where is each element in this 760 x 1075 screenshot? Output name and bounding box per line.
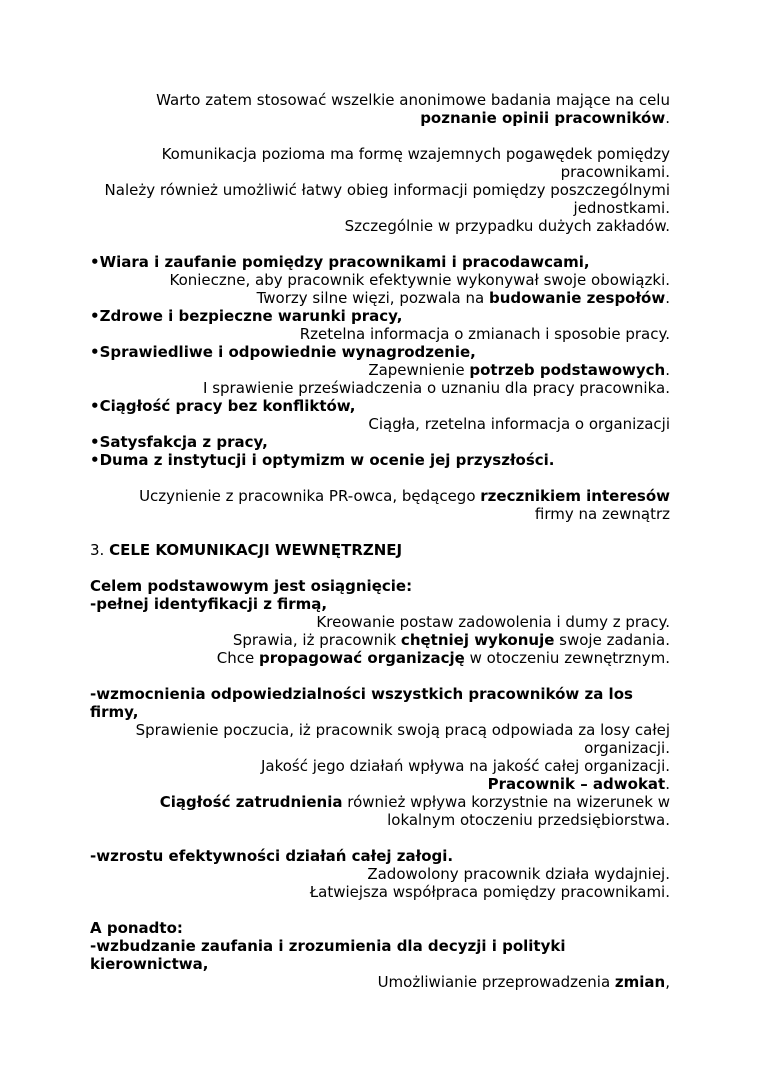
also-heading	[90, 919, 670, 937]
goal-1-line-3	[90, 649, 670, 667]
bold-text: •Duma z instytucji i optymizm w ocenie jej przyszłości.	[90, 451, 555, 469]
bold-text: rzecznikiem interesów	[480, 487, 670, 505]
bold-text: poznanie opinii pracowników	[420, 109, 666, 127]
text: pracownikami.	[560, 163, 670, 181]
bullet-3-line-2	[90, 379, 670, 397]
bold-text: zmian	[614, 973, 666, 991]
bullet-1-line-1	[90, 271, 670, 289]
text: jednostkami.	[573, 199, 670, 217]
horizontal-line-2	[90, 163, 670, 181]
bold-text: •Sprawiedliwe i odpowiednie wynagrodzenie,	[90, 343, 476, 361]
horizontal-line-4	[90, 199, 670, 217]
bullet-4-title	[90, 397, 670, 415]
text: firmy na zewnątrz	[534, 505, 670, 523]
text: Szczególnie w przypadku dużych zakładów.	[344, 217, 670, 235]
bold-text: •Ciągłość pracy bez konfliktów,	[90, 397, 356, 415]
text: .	[665, 361, 670, 379]
bold-text: -wzbudzanie zaufania i zrozumienia dla decyzji i polityki	[90, 937, 566, 955]
text: Jakość jego działań wpływa na jakość całej organizacji.	[260, 757, 670, 775]
bold-text: chętniej wykonuje	[400, 631, 555, 649]
horizontal-line-5	[90, 217, 670, 235]
also-1-title-line-1	[90, 937, 670, 955]
text: Sprawienie poczucia, iż pracownik swoją pracą odpowiada za losy całej	[135, 721, 670, 739]
bold-text: firmy,	[90, 703, 139, 721]
bold-text: -pełnej identyfikacji z firmą,	[90, 595, 328, 613]
also-1-line-1	[90, 973, 670, 991]
goal-2-line-5	[90, 793, 670, 811]
text: organizacji.	[584, 739, 670, 757]
bold-text: potrzeb podstawowych	[469, 361, 666, 379]
goal-1-title	[90, 595, 670, 613]
bullet-1-title	[90, 253, 670, 271]
text: Zapewnienie	[368, 361, 470, 379]
bullet-4-line-1	[90, 415, 670, 433]
text: Konieczne, aby pracownik efektywnie wykonywał swoje obowiązki.	[169, 271, 670, 289]
text: Sprawia, iż pracownik	[232, 631, 401, 649]
bold-text: -wzmocnienia odpowiedzialności wszystkich pracowników za los	[90, 685, 633, 703]
text: Chce	[216, 649, 259, 667]
bullet-2-title	[90, 307, 670, 325]
text: Tworzy silne więzi, pozwala na	[256, 289, 489, 307]
bullet-1-line-2	[90, 289, 670, 307]
document-page	[90, 91, 670, 991]
bullet-5-title	[90, 433, 670, 451]
text: Należy również umożliwić łatwy obieg informacji pomiędzy poszczególnymi	[104, 181, 670, 199]
bold-text: budowanie zespołów	[488, 289, 666, 307]
bold-text: kierownictwa,	[90, 955, 209, 973]
section-title: CELE KOMUNIKACJI WEWNĘTRZNEJ	[109, 541, 403, 559]
text: Zadowolony pracownik działa wydajniej.	[367, 865, 670, 883]
text: ,	[665, 973, 670, 991]
text: swoje zadania.	[554, 631, 670, 649]
goal-2-title-line-2	[90, 703, 670, 721]
goal-1-line-2	[90, 631, 670, 649]
text: .	[665, 289, 670, 307]
goal-2-line-6	[90, 811, 670, 829]
text: Uczynienie z pracownika PR-owca, będącego	[139, 487, 481, 505]
text: w otoczeniu zewnętrznym.	[464, 649, 670, 667]
text: .	[665, 775, 670, 793]
bold-text: Celem podstawowym jest osiągnięcie:	[90, 577, 413, 595]
goals-intro	[90, 577, 670, 595]
goal-1-line-1	[90, 613, 670, 631]
bold-text: Ciągłość zatrudnienia	[159, 793, 343, 811]
text: .	[665, 109, 670, 127]
text: Umożliwianie przeprowadzenia	[377, 973, 615, 991]
text: Łatwiejsza współpraca pomiędzy pracownikami.	[309, 883, 670, 901]
bullet-3-title	[90, 343, 670, 361]
horizontal-line-3	[90, 181, 670, 199]
bullet-6-title	[90, 451, 670, 469]
bullet-2-line-1	[90, 325, 670, 343]
bold-text: -wzrostu efektywności działań całej załogi.	[90, 847, 454, 865]
section-heading	[90, 541, 670, 559]
bold-text: •Zdrowe i bezpieczne warunki pracy,	[90, 307, 403, 325]
text: Warto zatem stosować wszelkie anonimowe badania mające na celu	[156, 91, 670, 109]
goal-3-line-1	[90, 865, 670, 883]
intro-line-1	[90, 91, 670, 109]
goal-2-title-line-1	[90, 685, 670, 703]
goal-2-line-3	[90, 757, 670, 775]
goal-2-line-2	[90, 739, 670, 757]
bold-text: propagować organizację	[258, 649, 465, 667]
text: Rzetelna informacja o zmianach i sposobie pracy.	[299, 325, 670, 343]
text: lokalnym otoczeniu przedsiębiorstwa.	[387, 811, 670, 829]
goal-2-line-1	[90, 721, 670, 739]
bullet-3-line-1	[90, 361, 670, 379]
bold-text: •Wiara i zaufanie pomiędzy pracownikami i pracodawcami,	[90, 253, 590, 271]
text: Kreowanie postaw zadowolenia i dumy z pracy.	[316, 613, 670, 631]
also-1-title-line-2	[90, 955, 670, 973]
goal-3-title	[90, 847, 670, 865]
goal-3-line-2	[90, 883, 670, 901]
pr-line-1	[90, 487, 670, 505]
horizontal-line-1	[90, 145, 670, 163]
bold-text: A ponadto:	[90, 919, 183, 937]
bold-text: Pracownik – adwokat	[487, 775, 666, 793]
text: również wpływa korzystnie na wizerunek w	[342, 793, 670, 811]
text: Ciągła, rzetelna informacja o organizacji	[368, 415, 670, 433]
bold-text: •Satysfakcja z pracy,	[90, 433, 268, 451]
goal-2-line-4	[90, 775, 670, 793]
pr-line-2	[90, 505, 670, 523]
text: I sprawienie przeświadczenia o uznaniu dla pracy pracownika.	[203, 379, 670, 397]
section-number: 3.	[90, 541, 110, 559]
intro-line-2	[90, 109, 670, 127]
text: Komunikacja pozioma ma formę wzajemnych pogawędek pomiędzy	[161, 145, 670, 163]
